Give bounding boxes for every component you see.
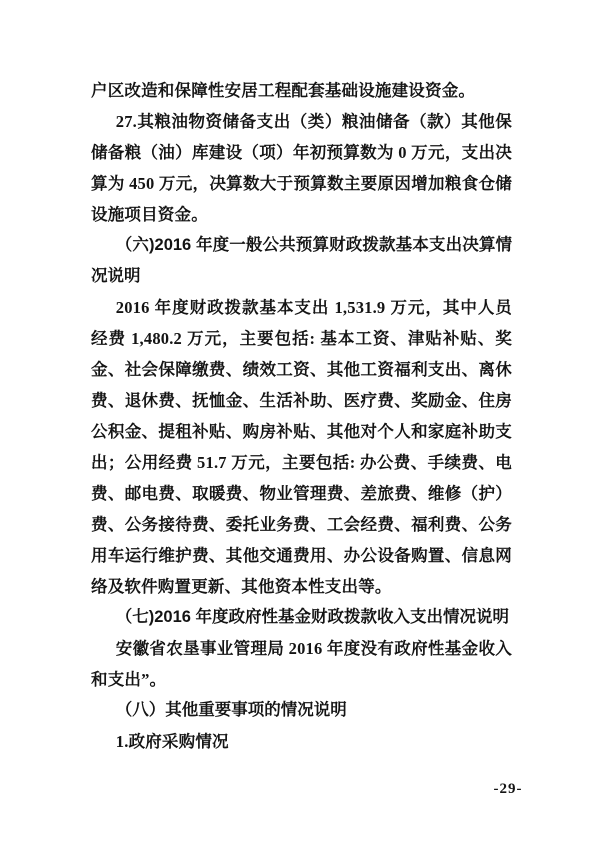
document-body-text bbox=[91, 75, 512, 757]
page-number: -29- bbox=[493, 781, 523, 797]
para-gov-fund-statement: 安徽省农垦事业管理局 2016 年度没有政府性基金收入和支出”。 bbox=[91, 639, 512, 689]
heading-section-8-other-matters: （八）其他重要事项的情况说明 bbox=[115, 701, 347, 719]
para-resettlement-funds: 户区改造和保障性安居工程配套基础设施建设资金。 bbox=[91, 81, 476, 100]
para-basic-expenditure-detail: 2016 年度财政拨款基本支出 1,531.9 万元，其中人员经费 1,480.2 万元，主要包括: 基本工资、津贴补贴、奖金、社会保障缴费、绩效工资、其他工资福利支出、离休费、退休费、抚恤金、生活补助、医疗费、奖励金、住房公积金、提租补贴、购房补贴、其他对个人和家庭补助支出；公用经费 51.7 万元，主要包括: 办公费、手续费、电费、邮电费、取暖费、物业管理费、差旅费、维修（护）费、公务接待费、委托业务费、工会经费、福利费、公务用车运行维护费、其他交通费用、办公设备购置、信息网络及软件购置更新、其他资本性支出等。 bbox=[91, 298, 512, 596]
heading-section-6-basic-expenditure: （六)2016 年度一般公共预算财政拨款基本支出决算情况说明 bbox=[91, 236, 512, 285]
heading-section-7-gov-fund: （七)2016 年度政府性基金财政拨款收入支出情况说明 bbox=[115, 608, 510, 626]
para-grain-reserve-expenditure: 27.其粮油物资储备支出（类）粮油储备（款）其他保储备粮（油）库建设（项）年初预算数为 0 万元，支出决算为 450 万元，决算数大于预算数主要原因增加粮食仓储设施项目资金。 bbox=[91, 112, 512, 224]
para-government-procurement: 1.政府采购情况 bbox=[115, 732, 229, 751]
